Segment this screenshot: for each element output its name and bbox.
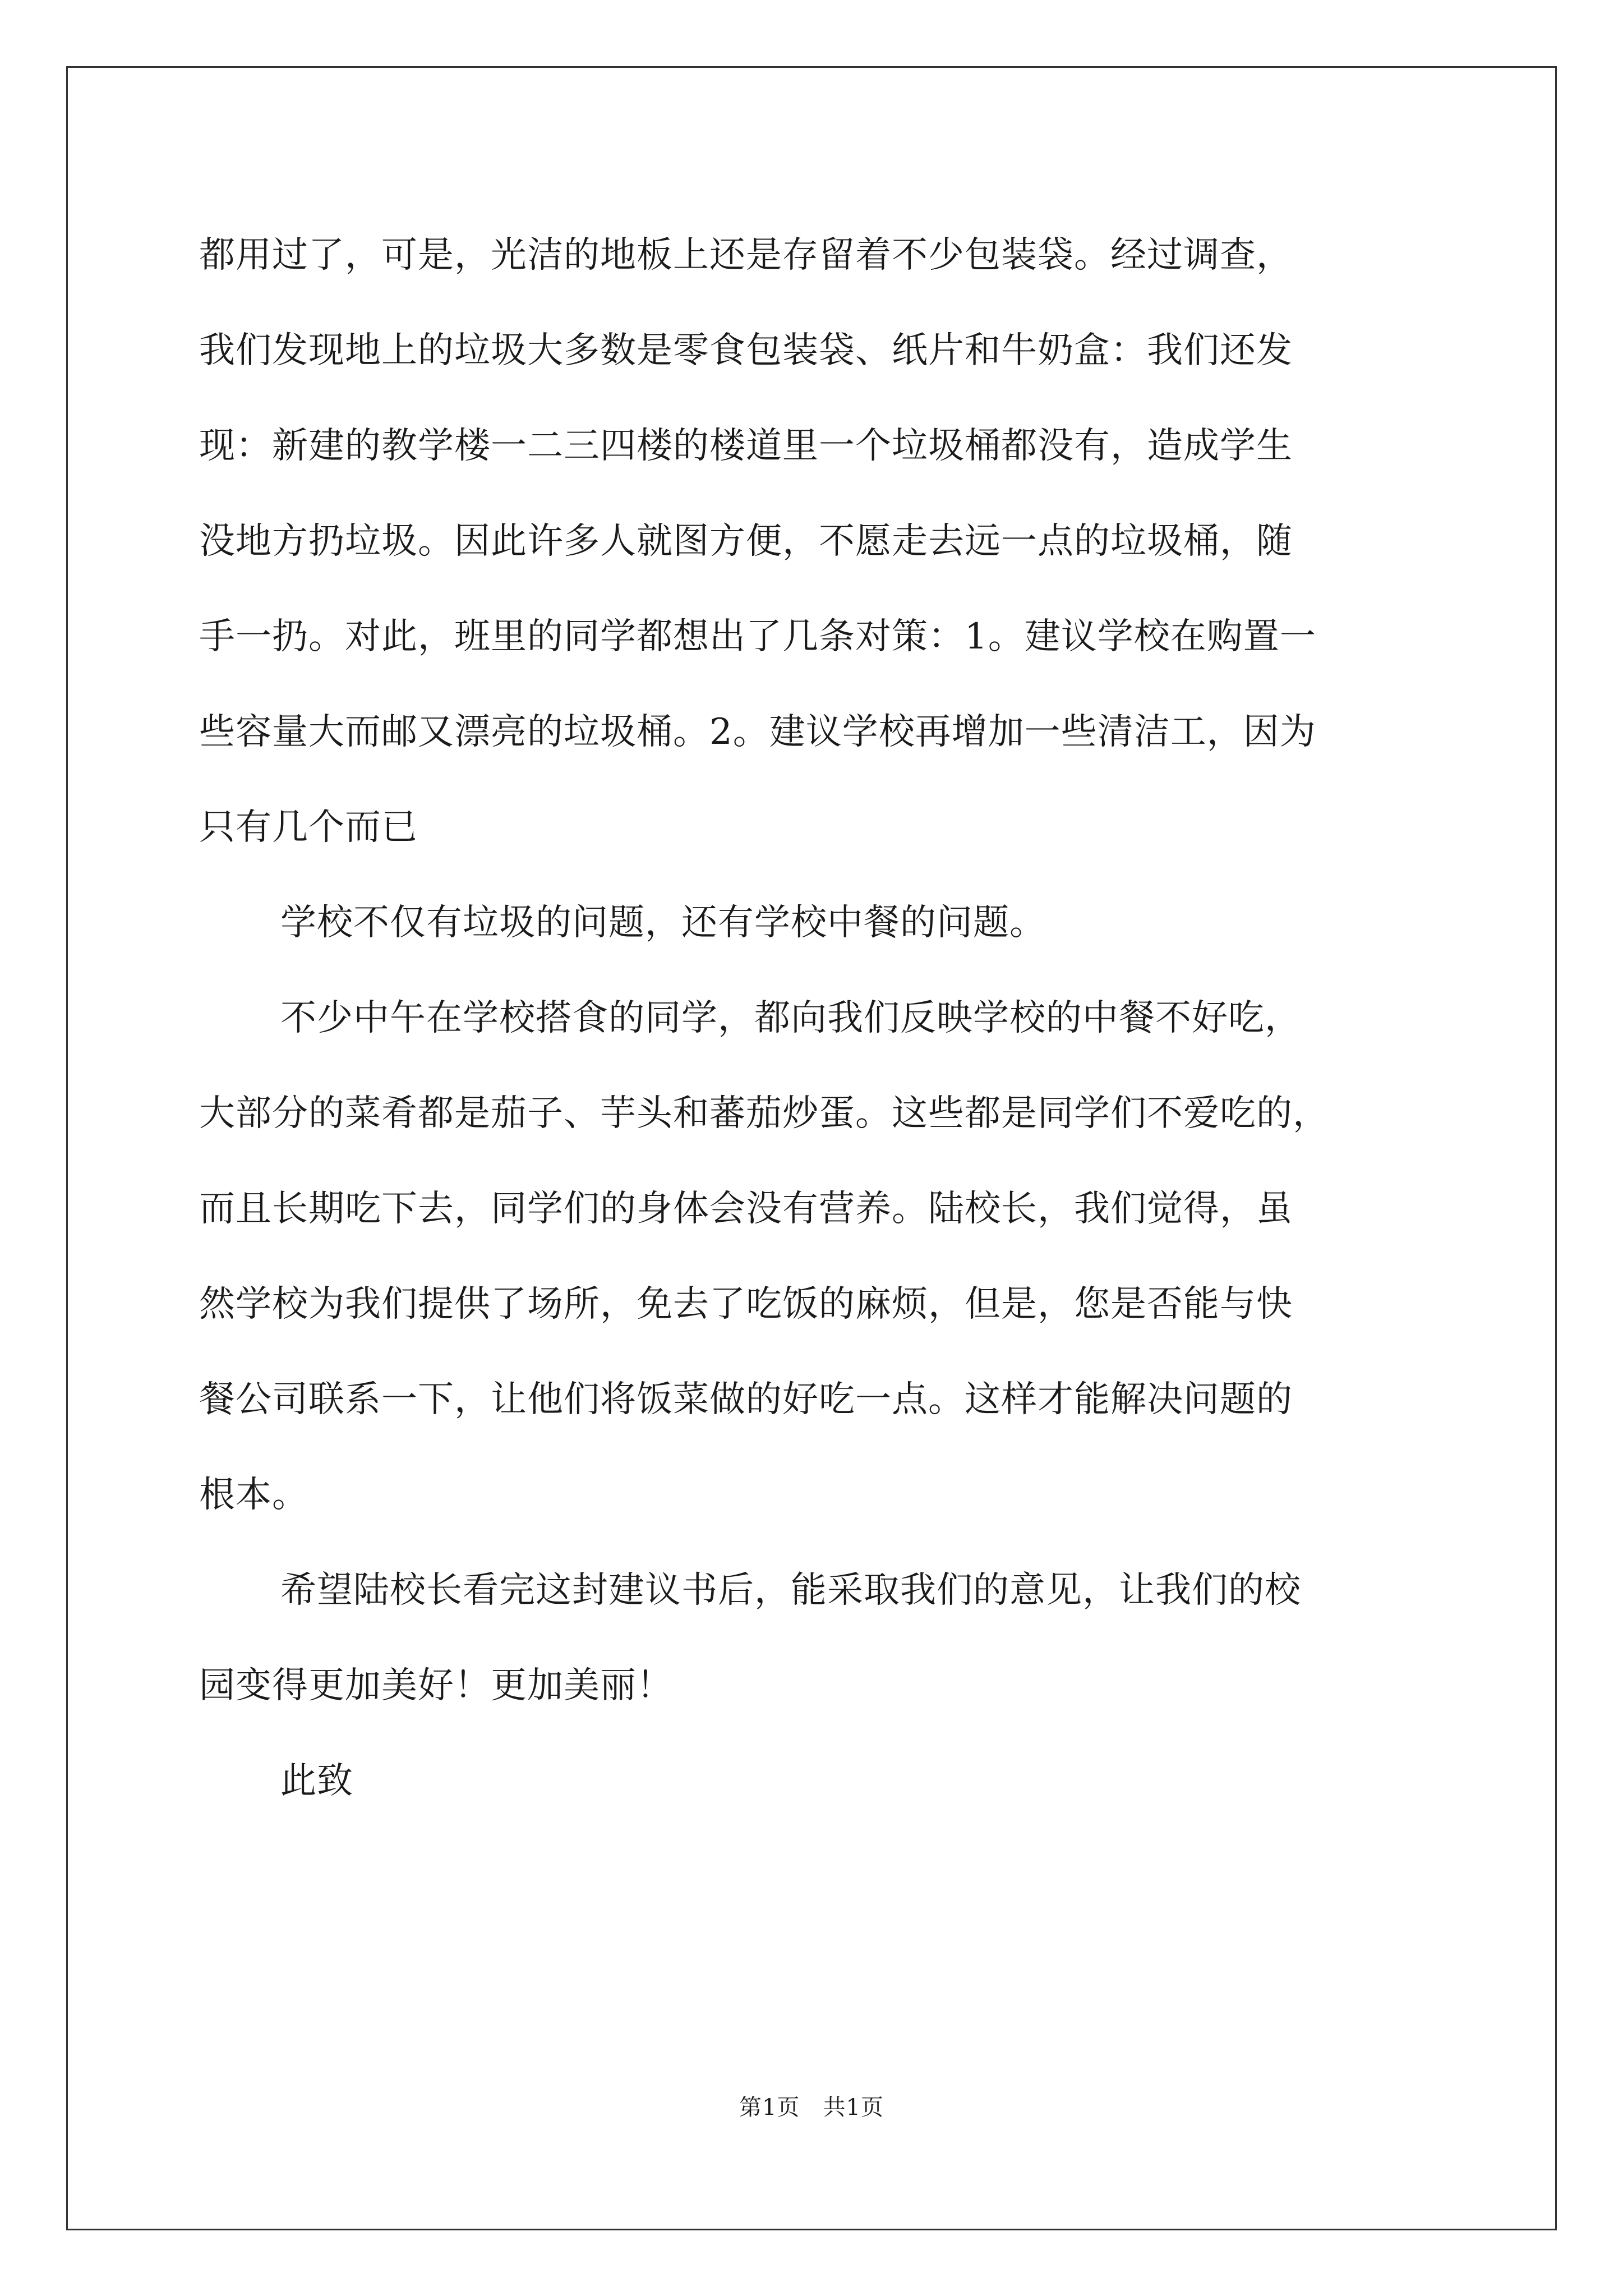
text-line: 希望陆校长看完这封建议书后，能采取我们的意见，让我们的校 bbox=[280, 1570, 1301, 1611]
text-line: 此致 bbox=[280, 1760, 353, 1802]
text-line: 然学校为我们提供了场所，免去了吃饭的麻烦，但是，您是否能与快 bbox=[199, 1283, 1293, 1325]
text-line: 我们发现地上的垃圾大多数是零食包装袋、纸片和牛奶盒：我们还发 bbox=[199, 330, 1293, 371]
text-line: 手一扔。对此，班里的同学都想出了几条对策：1。建议学校在购置一 bbox=[199, 616, 1316, 657]
paragraph bbox=[199, 208, 1433, 875]
text-line: 不少中午在学校搭食的同学，都向我们反映学校的中餐不好吃， bbox=[280, 997, 1301, 1039]
text-line: 没地方扔垃圾。因此许多人就图方便，不愿走去远一点的垃圾桶，随 bbox=[199, 521, 1293, 562]
text-line: 餐公司联系一下，让他们将饭菜做的好吃一点。这样才能解决问题的 bbox=[199, 1379, 1293, 1420]
letter-body bbox=[199, 208, 1433, 1829]
text-line: 园变得更加美好！更加美丽！ bbox=[199, 1665, 673, 1706]
text-line: 学校不仅有垃圾的问题，还有学校中餐的问题。 bbox=[280, 902, 1046, 944]
text-line: 而且长期吃下去，同学们的身体会没有营养。陆校长，我们觉得，虽 bbox=[199, 1188, 1293, 1230]
text-line: 根本。 bbox=[199, 1474, 308, 1516]
text-line: 些容量大而邮又漂亮的垃圾桶。2。建议学校再增加一些清洁工，因为 bbox=[199, 711, 1316, 753]
paragraph bbox=[199, 1543, 1433, 1733]
paragraph bbox=[199, 970, 1433, 1543]
page-footer: 第1页 共1页 bbox=[739, 2095, 884, 2120]
text-line: 现：新建的教学楼一二三四楼的楼道里一个垃圾桶都没有，造成学生 bbox=[199, 425, 1293, 467]
text-line: 只有几个而已 bbox=[199, 807, 418, 848]
paragraph bbox=[199, 875, 1433, 970]
paragraph bbox=[199, 1733, 1433, 1829]
text-line: 大部分的菜肴都是茄子、芋头和蕃茄炒蛋。这些都是同学们不爱吃的， bbox=[199, 1093, 1329, 1134]
text-line: 都用过了，可是，光洁的地板上还是存留着不少包装袋。经过调查， bbox=[199, 234, 1293, 276]
